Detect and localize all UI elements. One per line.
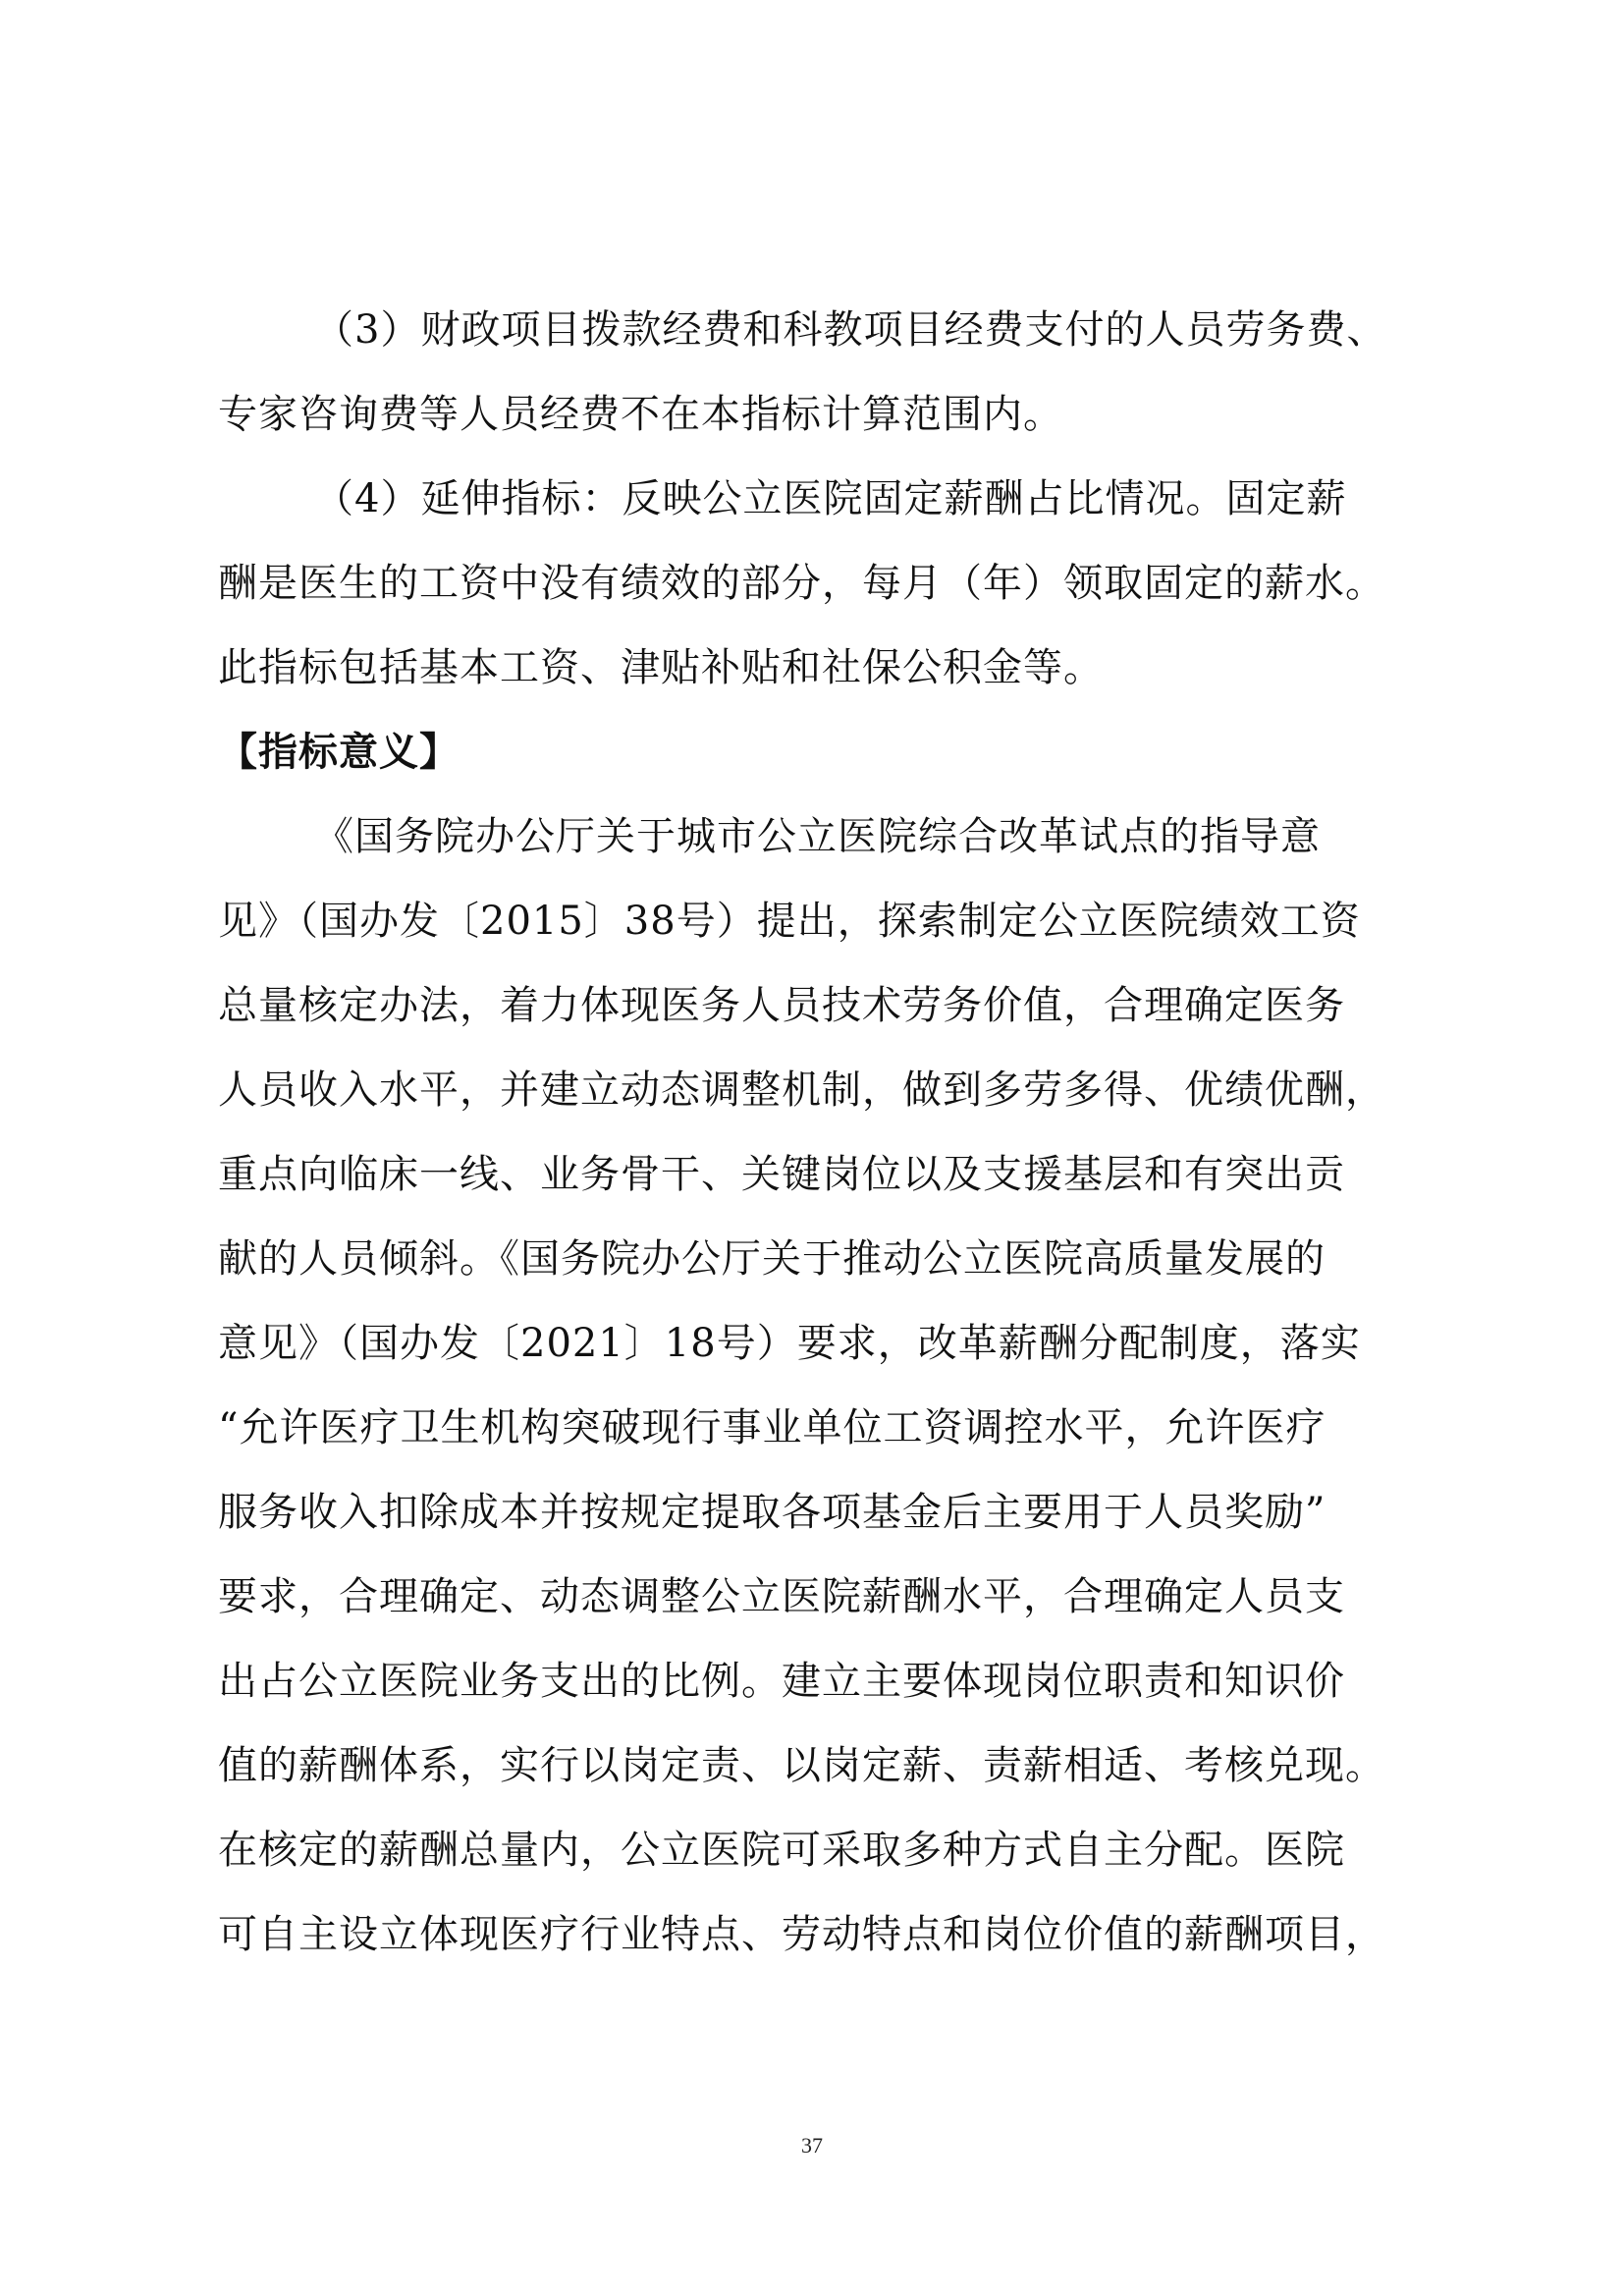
- paragraph-line: 出占公立医院业务支出的比例。建立主要体现岗位职责和知识价: [218, 1659, 1345, 1704]
- paragraph-line: 在核定的薪酬总量内，公立医院可采取多种方式自主分配。医院: [218, 1828, 1345, 1873]
- paragraph-line: 见》（国办发〔2015〕38号）提出，探索制定公立医院绩效工资: [218, 899, 1361, 944]
- paragraph-line: 要求，合理确定、动态调整公立医院薪酬水平，合理确定人员支: [218, 1574, 1345, 1619]
- paragraph-line: 《国务院办公厅关于城市公立医院综合改革试点的指导意: [314, 814, 1321, 859]
- paragraph-line: “允许医疗卫生机构突破现行事业单位工资调控水平，允许医疗: [218, 1405, 1326, 1450]
- section-heading: 【指标意义】: [218, 729, 460, 775]
- paragraph-line: 服务收入扣除成本并按规定提取各项基金后主要用于人员奖励”: [218, 1490, 1326, 1535]
- paragraph-line: 酬是医生的工资中没有绩效的部分，每月（年）领取固定的薪水。: [218, 561, 1385, 606]
- paragraph-line: 可自主设立体现医疗行业特点、劳动特点和岗位价值的薪酬项目，: [218, 1912, 1385, 1957]
- paragraph-line: 重点向临床一线、业务骨干、关键岗位以及支援基层和有突出贡: [218, 1152, 1345, 1197]
- paragraph-line: 此指标包括基本工资、津贴补贴和社保公积金等。: [218, 645, 1104, 690]
- page-number: 37: [801, 2133, 823, 2158]
- paragraph-line: 专家咨询费等人员经费不在本指标计算范围内。: [218, 392, 1063, 437]
- paragraph-line: 意见》（国办发〔2021〕18号）要求，改革薪酬分配制度，落实: [218, 1321, 1361, 1366]
- paragraph-line: （3）财政项目拨款经费和科教项目经费支付的人员劳务费、: [314, 307, 1387, 353]
- paragraph-line: 人员收入水平，并建立动态调整机制，做到多劳多得、优绩优酬，: [218, 1067, 1385, 1113]
- paragraph-line: （4）延伸指标：反映公立医院固定薪酬占比情况。固定薪: [314, 476, 1347, 521]
- paragraph-line: 献的人员倾斜。《国务院办公厅关于推动公立医院高质量发展的: [218, 1236, 1326, 1282]
- paragraph-line: 值的薪酬体系，实行以岗定责、以岗定薪、责薪相适、考核兑现。: [218, 1743, 1385, 1788]
- paragraph-line: 总量核定办法，着力体现医务人员技术劳务价值，合理确定医务: [218, 983, 1345, 1028]
